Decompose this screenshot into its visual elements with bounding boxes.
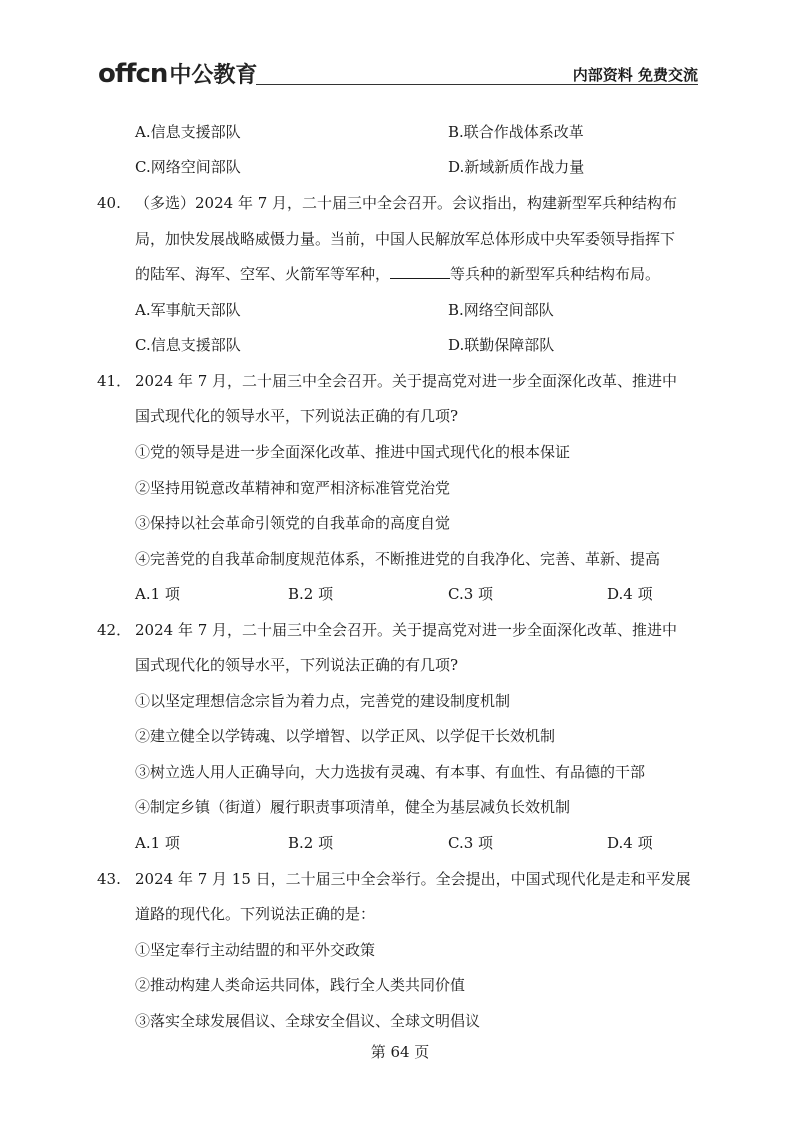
q43-statement-3: ③落实全球发展倡议、全球安全倡议、全球文明倡议 xyxy=(135,1012,481,1030)
q40-option-c: C.信息支援部队 xyxy=(135,336,241,354)
q41-statement-4: ④完善党的自我革命制度规范体系，不断推进党的自我净化、完善、革新、提高 xyxy=(135,550,661,568)
q39-option-a: A.信息支援部队 xyxy=(135,123,241,141)
q40-number: 40. xyxy=(97,194,121,212)
q39-option-c: C.网络空间部队 xyxy=(135,158,241,176)
page-number: 第 64 页 xyxy=(370,1043,430,1061)
q40-stem-line3-pre: 的陆军、海军、空军、火箭军等军种， xyxy=(135,265,391,283)
logo-text-cn: 中公教育 xyxy=(169,63,258,88)
q42-stem-line2: 国式现代化的领导水平，下列说法正确的有几项? xyxy=(135,656,459,674)
q40-stem-line2: 局，加快发展战略威慑力量。当前，中国人民解放军总体形成中央军委领导指挥下 xyxy=(135,230,676,248)
q40-stem-line1: （多选）2024 年 7 月，二十届三中全会召开。会议指出，构建新型军兵种结构布 xyxy=(135,194,678,212)
q41-stem-line1: 2024 年 7 月，二十届三中全会召开。关于提高党对进一步全面深化改革、推进中 xyxy=(135,372,678,390)
q40-option-b: B.网络空间部队 xyxy=(448,301,554,319)
q41-option-c: C.3 项 xyxy=(448,585,494,603)
logo-text-en: offcn xyxy=(98,59,168,89)
q42-statement-4: ④制定乡镇（街道）履行职责事项清单，健全为基层减负长效机制 xyxy=(135,798,571,816)
q40-option-a: A.军事航天部队 xyxy=(135,301,241,319)
q41-stem-line2: 国式现代化的领导水平，下列说法正确的有几项? xyxy=(135,407,459,425)
q42-statement-3: ③树立选人用人正确导向，大力选拔有灵魂、有本事、有血性、有品德的干部 xyxy=(135,763,646,781)
q43-statement-2: ②推动构建人类命运共同体，践行全人类共同价值 xyxy=(135,976,466,994)
q41-option-b: B.2 项 xyxy=(288,585,334,603)
q41-option-d: D.4 项 xyxy=(607,585,653,603)
q42-option-d: D.4 项 xyxy=(607,834,653,852)
q42-stem-line1: 2024 年 7 月，二十届三中全会召开。关于提高党对进一步全面深化改革、推进中 xyxy=(135,621,678,639)
q41-statement-1: ①党的领导是进一步全面深化改革、推进中国式现代化的根本保证 xyxy=(135,443,571,461)
q40-stem-line3-post: 等兵种的新型军兵种结构布局。 xyxy=(450,265,661,283)
q41-statement-2: ②坚持用锐意改革精神和宽严相济标准管党治党 xyxy=(135,479,451,497)
q41-statement-3: ③保持以社会革命引领党的自我革命的高度自觉 xyxy=(135,514,451,532)
q40-stem-line3 xyxy=(135,264,660,284)
q43-number: 43. xyxy=(97,870,121,888)
q42-statement-2: ②建立健全以学铸魂、以学增智、以学正风、以学促干长效机制 xyxy=(135,727,556,745)
q39-option-d: D.新域新质作战力量 xyxy=(448,158,585,176)
q41-number: 41． xyxy=(97,372,132,390)
q39-option-b: B.联合作战体系改革 xyxy=(448,123,584,141)
q42-number: 42． xyxy=(97,621,132,639)
q43-stem-line1: 2024 年 7 月 15 日，二十届三中全会举行。全会提出，中国式现代化是走和平发展 xyxy=(135,870,691,888)
q43-statement-1: ①坚定奉行主动结盟的和平外交政策 xyxy=(135,941,376,959)
q43-stem-line2: 道路的现代化。下列说法正确的是： xyxy=(135,905,376,923)
offcn-logo xyxy=(98,58,257,89)
q42-statement-1: ①以坚定理想信念宗旨为着力点，完善党的建设制度机制 xyxy=(135,692,511,710)
q42-option-a: A.1 项 xyxy=(135,834,180,852)
header-right-text: 内部资料 免费交流 xyxy=(572,66,698,84)
q42-option-b: B.2 项 xyxy=(288,834,334,852)
q40-blank xyxy=(390,264,450,279)
page-header xyxy=(98,58,698,88)
q40-option-d: D.联勤保障部队 xyxy=(448,336,555,354)
q42-option-c: C.3 项 xyxy=(448,834,494,852)
q41-option-a: A.1 项 xyxy=(135,585,180,603)
